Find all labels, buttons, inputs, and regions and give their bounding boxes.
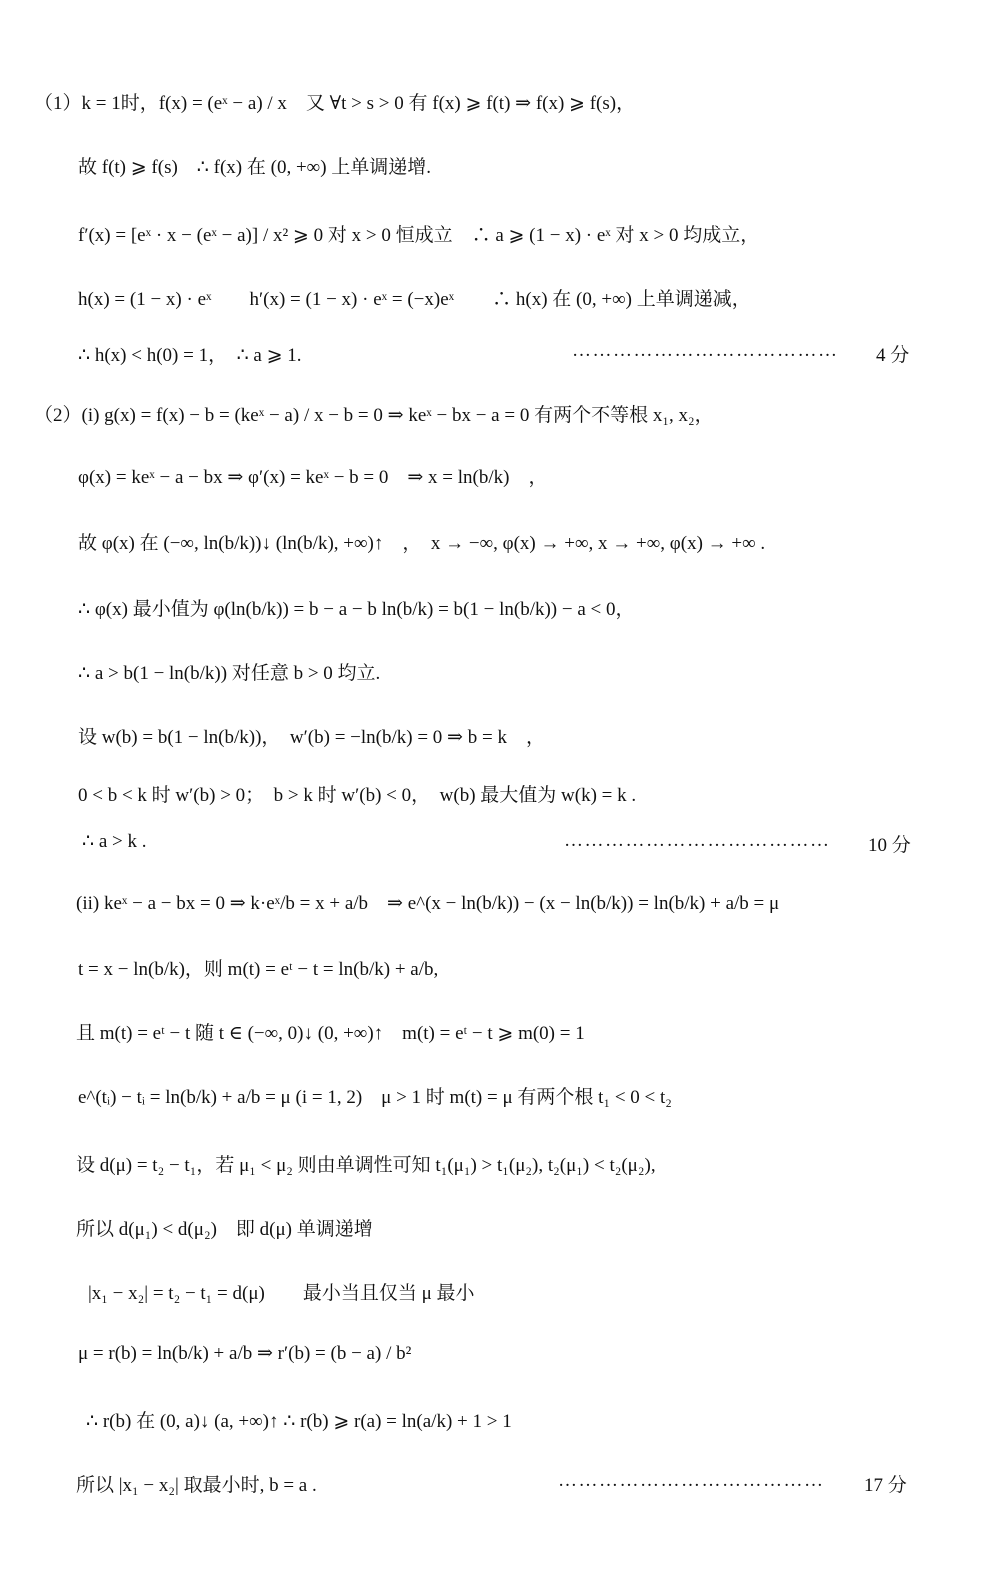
score-part2ii: 17 分 — [864, 1475, 907, 1496]
part2ii-line-6: 所以 d(μ₁) < d(μ₂) 即 d(μ) 单调递增 — [76, 1219, 373, 1240]
part1-line-3: f′(x) = [eˣ · x − (eˣ − a)] / x² ⩾ 0 对 x > 0 恒成立 ∴ a ⩾ (1 − x) · eˣ 对 x > 0 均成立， — [78, 225, 760, 246]
part2ii-line-3: 且 m(t) = eᵗ − t 随 t ∈ (−∞, 0)↓ (0, +∞)↑ m(t) = eᵗ − t ⩾ m(0) = 1 — [76, 1023, 585, 1044]
part2i-line-1: （2）(i) g(x) = f(x) − b = (keˣ − a) / x − b = 0 ⇒ keˣ − bx − a = 0 有两个不等根 x₁, x₂， — [34, 405, 714, 426]
part2ii-line-2: t = x − ln(b/k)，则 m(t) = eᵗ − t = ln(b/k) + a/b, — [78, 959, 439, 980]
dot-leader: ………………………………… — [564, 830, 831, 851]
part2i-line-3: 故 φ(x) 在 (−∞, ln(b/k))↓ (ln(b/k), +∞)↑ ， x → −∞, φ(x) → +∞, x → +∞, φ(x) → +∞ . — [78, 533, 766, 554]
part2ii-line-10: 所以 |x₁ − x₂| 取最小时, b = a . — [76, 1475, 317, 1496]
part1-line-5: ∴ h(x) < h(0) = 1， ∴ a ⩾ 1. — [78, 345, 302, 366]
part2ii-line-1: (ii) keˣ − a − bx = 0 ⇒ k·eˣ/b = x + a/b ⇒ e^(x − ln(b/k)) − (x − ln(b/k)) = ln(b/k) + a/b = μ — [76, 893, 780, 914]
part1-line-2: 故 f(t) ⩾ f(s) ∴ f(x) 在 (0, +∞) 上单调递增. — [78, 157, 432, 178]
part2ii-line-8: μ = r(b) = ln(b/k) + a/b ⇒ r′(b) = (b − a) / b² — [78, 1343, 412, 1364]
part2i-line-7: 0 < b < k 时 w′(b) > 0； b > k 时 w′(b) < 0， w(b) 最大值为 w(k) = k . — [78, 785, 637, 806]
dot-leader: ………………………………… — [572, 340, 839, 361]
part2i-line-2: φ(x) = keˣ − a − bx ⇒ φ′(x) = keˣ − b = 0 ⇒ x = ln(b/k) ， — [78, 467, 548, 488]
part2ii-line-4: e^(tᵢ) − tᵢ = ln(b/k) + a/b = μ (i = 1, 2) μ > 1 时 m(t) = μ 有两个根 t₁ < 0 < t₂ — [78, 1087, 672, 1108]
score-part2i: 10 分 — [868, 835, 911, 856]
part2i-line-8: ∴ a > k . — [82, 831, 147, 852]
dot-leader: ………………………………… — [558, 1470, 825, 1491]
part2i-line-6: 设 w(b) = b(1 − ln(b/k))， w′(b) = −ln(b/k) = 0 ⇒ b = k ， — [78, 727, 545, 748]
score-part1: 4 分 — [876, 345, 910, 366]
part2i-line-4: ∴ φ(x) 最小值为 φ(ln(b/k)) = b − a − b ln(b/k) = b(1 − ln(b/k)) − a < 0， — [78, 599, 635, 620]
part2ii-line-9: ∴ r(b) 在 (0, a)↓ (a, +∞)↑ ∴ r(b) ⩾ r(a) = ln(a/k) + 1 > 1 — [86, 1411, 512, 1432]
part2i-line-5: ∴ a > b(1 − ln(b/k)) 对任意 b > 0 均立. — [78, 663, 381, 684]
part1-line-1: （1）k = 1时，f(x) = (eˣ − a) / x 又 ∀t > s > 0 有 f(x) ⩾ f(t) ⇒ f(x) ⩾ f(s)， — [34, 93, 636, 114]
part2ii-line-5: 设 d(μ) = t₂ − t₁，若 μ₁ < μ₂ 则由单调性可知 t₁(μ₁) > t₁(μ₂), t₂(μ₁) < t₂(μ₂), — [76, 1155, 656, 1176]
part1-line-4: h(x) = (1 − x) · eˣ h′(x) = (1 − x) · eˣ = (−x)eˣ ∴ h(x) 在 (0, +∞) 上单调递减， — [78, 289, 751, 310]
part2ii-line-7: |x₁ − x₂| = t₂ − t₁ = d(μ) 最小当且仅当 μ 最小 — [88, 1283, 475, 1304]
